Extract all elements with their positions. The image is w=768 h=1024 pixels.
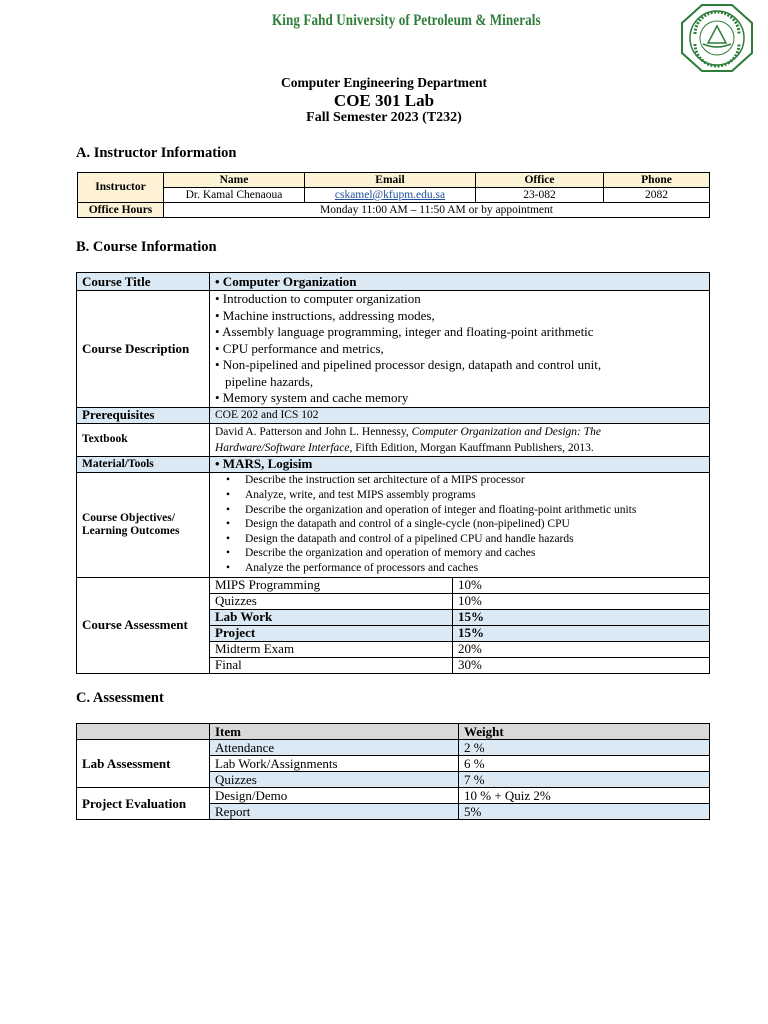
tools-label: Material/Tools xyxy=(77,456,210,472)
table-row xyxy=(77,577,710,593)
assessment-weight: 5% xyxy=(459,804,710,820)
textbook-label: Textbook xyxy=(77,423,210,456)
course-assessment-label: Course Assessment xyxy=(77,577,210,673)
list-item: • Analyze, write, and test MIPS assembly programs xyxy=(214,488,705,503)
assessment-weight: 2 % xyxy=(459,740,710,756)
objectives-label-line-2: Learning Outcomes xyxy=(82,524,180,537)
table-row xyxy=(78,203,710,218)
assessment-item: Lab Work/Assignments xyxy=(210,756,459,772)
assessment-weight: 10 % + Quiz 2% xyxy=(459,788,710,804)
assessment-item: Lab Work xyxy=(210,609,453,625)
column-header-office: Office xyxy=(476,173,604,188)
assessment-item: Midterm Exam xyxy=(210,641,453,657)
section-c-heading: C. Assessment xyxy=(76,690,164,706)
assessment-item: Design/Demo xyxy=(210,788,459,804)
instructor-table xyxy=(77,172,710,218)
assessment-weight: 30% xyxy=(453,657,710,673)
assessment-item: Attendance xyxy=(210,740,459,756)
column-header-item: Item xyxy=(210,724,459,740)
course-description-label: Course Description xyxy=(77,291,210,408)
instructor-phone: 2082 xyxy=(604,188,710,203)
list-item: • Assembly language programming, integer and floating-point arithmetic xyxy=(215,324,594,339)
semester-title: Fall Semester 2023 (T232) xyxy=(306,110,462,125)
table-row xyxy=(78,188,710,203)
course-info-table xyxy=(76,272,710,674)
course-title-value: • Computer Organization xyxy=(210,273,710,291)
university-name: King Fahd University of Petroleum & Minerals xyxy=(272,12,541,29)
office-hours-value: Monday 11:00 AM – 11:50 AM or by appointment xyxy=(164,203,710,218)
assessment-item: Quizzes xyxy=(210,593,453,609)
table-row xyxy=(77,788,710,804)
instructor-office: 23-082 xyxy=(476,188,604,203)
table-row xyxy=(78,173,710,188)
objectives-cell xyxy=(210,472,710,577)
list-item: • Analyze the performance of processors and caches xyxy=(214,561,705,576)
assessment-weight: 15% xyxy=(453,609,710,625)
prerequisites-label: Prerequisites xyxy=(77,407,210,423)
list-item: • Non-pipelined and pipelined processor design, datapath and control unit, xyxy=(215,357,602,372)
kfupm-seal-icon xyxy=(681,4,753,72)
list-item: • Machine instructions, addressing modes, xyxy=(215,307,435,323)
assessment-weight: 10% xyxy=(453,593,710,609)
table-row xyxy=(77,740,710,756)
assessment-weight: 7 % xyxy=(459,772,710,788)
column-header-name: Name xyxy=(164,173,305,188)
email-cell xyxy=(305,188,476,203)
table-row xyxy=(77,273,710,291)
column-header-weight: Weight xyxy=(459,724,710,740)
lab-assessment-label: Lab Assessment xyxy=(77,740,210,788)
textbook-authors: David A. Patterson and John L. Hennessy, xyxy=(215,425,412,438)
instructor-email-link[interactable]: cskamel@kfupm.edu.sa xyxy=(334,188,446,201)
list-item: • Design the datapath and control of a single-cycle (non-pipelined) CPU xyxy=(214,517,705,532)
assessment-weight: 20% xyxy=(453,641,710,657)
textbook-value xyxy=(210,423,710,456)
assessment-item: Project xyxy=(210,625,453,641)
assessment-item: Quizzes xyxy=(210,772,459,788)
section-b-heading: B. Course Information xyxy=(76,239,217,255)
office-hours-label: Office Hours xyxy=(78,203,164,218)
assessment-item: MIPS Programming xyxy=(210,577,453,593)
project-evaluation-label: Project Evaluation xyxy=(77,788,210,820)
list-item: pipeline hazards, xyxy=(225,373,314,389)
course-description-cell xyxy=(210,291,710,408)
table-row xyxy=(77,456,710,472)
list-item: • Memory system and cache memory xyxy=(215,390,409,405)
course-title-label: Course Title xyxy=(77,273,210,291)
textbook-title-line-2: Hardware/Software Interface xyxy=(215,441,350,454)
assessment-item: Final xyxy=(210,657,453,673)
table-row xyxy=(77,472,710,577)
list-item: • Describe the organization and operation of memory and caches xyxy=(214,546,705,561)
objectives-label xyxy=(77,472,210,577)
list-item: • Introduction to computer organization xyxy=(215,291,421,306)
assessment-item: Report xyxy=(210,804,459,820)
blank-header-cell xyxy=(77,724,210,740)
column-header-phone: Phone xyxy=(604,173,710,188)
tools-value: • MARS, Logisim xyxy=(210,456,710,472)
section-a-heading: A. Instructor Information xyxy=(76,145,237,161)
assessment-table xyxy=(76,723,710,820)
department-title: Computer Engineering Department xyxy=(281,75,487,90)
list-item: • Describe the organization and operation of integer and floating-point arithmetic units xyxy=(214,503,705,518)
assessment-weight: 15% xyxy=(453,625,710,641)
list-item: • Design the datapath and control of a pipelined CPU and handle hazards xyxy=(214,532,705,547)
prerequisites-value: COE 202 and ICS 102 xyxy=(210,407,710,423)
assessment-weight: 6 % xyxy=(459,756,710,772)
table-row xyxy=(77,407,710,423)
table-row xyxy=(77,724,710,740)
assessment-weight: 10% xyxy=(453,577,710,593)
list-item: • CPU performance and metrics, xyxy=(215,340,384,356)
table-row xyxy=(77,291,710,408)
textbook-title-line-1: Computer Organization and Design: The xyxy=(411,425,601,438)
objectives-label-line-1: Course Objectives/ xyxy=(82,512,175,525)
instructor-name: Dr. Kamal Chenaoua xyxy=(164,188,305,203)
objectives-list xyxy=(214,473,705,575)
list-item: • Describe the instruction set architecture of a MIPS processor xyxy=(214,473,705,488)
instructor-label: Instructor xyxy=(78,173,164,203)
course-code-title: COE 301 Lab xyxy=(333,91,435,110)
table-row xyxy=(77,423,710,456)
textbook-publisher: , Fifth Edition, Morgan Kauffmann Publishers, 2013. xyxy=(349,441,594,454)
column-header-email: Email xyxy=(305,173,476,188)
